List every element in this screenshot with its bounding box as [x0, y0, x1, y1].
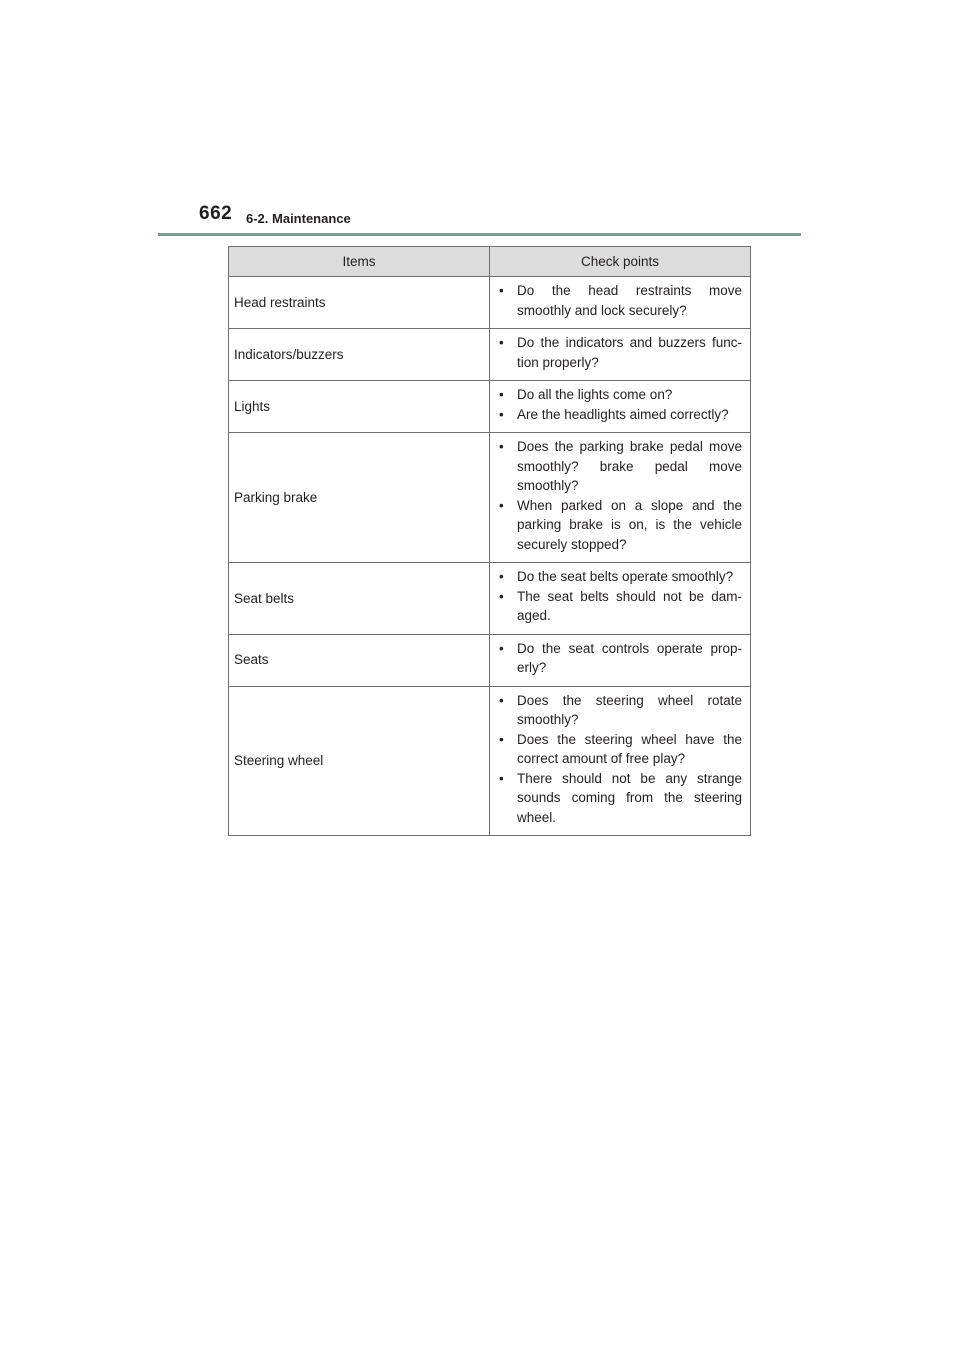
item-cell: Indicators/buzzers — [229, 329, 490, 381]
check-list — [498, 281, 742, 320]
table-row — [229, 433, 751, 563]
item-cell: Seat belts — [229, 563, 490, 635]
check-point: • Do the head restraints move smoothly and lock securely? — [498, 281, 742, 320]
check-points-cell — [490, 329, 751, 381]
header-rule — [158, 233, 801, 236]
check-list — [498, 385, 742, 424]
check-list — [498, 639, 742, 678]
table-row — [229, 277, 751, 329]
check-point: • When parked on a slope and the parking brake is on, is the vehicle securely stopped? — [498, 496, 742, 555]
item-cell: Seats — [229, 634, 490, 686]
check-point: • Does the parking brake pedal move smoothly? brake pedal move smoothly? — [498, 437, 742, 496]
table-row — [229, 329, 751, 381]
item-cell: Parking brake — [229, 433, 490, 563]
check-point: • Does the steering wheel have the correct amount of free play? — [498, 730, 742, 769]
check-points-cell — [490, 686, 751, 836]
check-point: • The seat belts should not be dam-aged. — [498, 587, 742, 626]
check-points-cell — [490, 563, 751, 635]
item-cell: Steering wheel — [229, 686, 490, 836]
table-row — [229, 634, 751, 686]
check-points-cell — [490, 277, 751, 329]
check-list — [498, 333, 742, 372]
check-list — [498, 691, 742, 828]
check-point: • Do the seat belts operate smoothly? — [498, 567, 742, 587]
check-points-cell — [490, 433, 751, 563]
check-point: • Does the steering wheel rotate smoothly? — [498, 691, 742, 730]
section-title: 6-2. Maintenance — [246, 211, 351, 226]
check-point: • Do the seat controls operate prop-erly? — [498, 639, 742, 678]
maintenance-check-table — [228, 246, 751, 836]
check-point: • Do the indicators and buzzers func-tion properly? — [498, 333, 742, 372]
page-number: 662 — [199, 203, 233, 224]
check-point: • There should not be any strange sounds coming from the steering wheel. — [498, 769, 742, 828]
check-points-cell — [490, 381, 751, 433]
check-points-cell — [490, 634, 751, 686]
check-list — [498, 437, 742, 554]
check-point: • Are the headlights aimed correctly? — [498, 405, 742, 425]
table-header-row — [229, 247, 751, 277]
table-row — [229, 381, 751, 433]
item-cell: Lights — [229, 381, 490, 433]
table-row — [229, 686, 751, 836]
item-cell: Head restraints — [229, 277, 490, 329]
check-list — [498, 567, 742, 626]
check-point: • Do all the lights come on? — [498, 385, 742, 405]
table-row — [229, 563, 751, 635]
column-header-check-points: Check points — [490, 247, 751, 277]
page-header — [199, 203, 801, 233]
column-header-items: Items — [229, 247, 490, 277]
